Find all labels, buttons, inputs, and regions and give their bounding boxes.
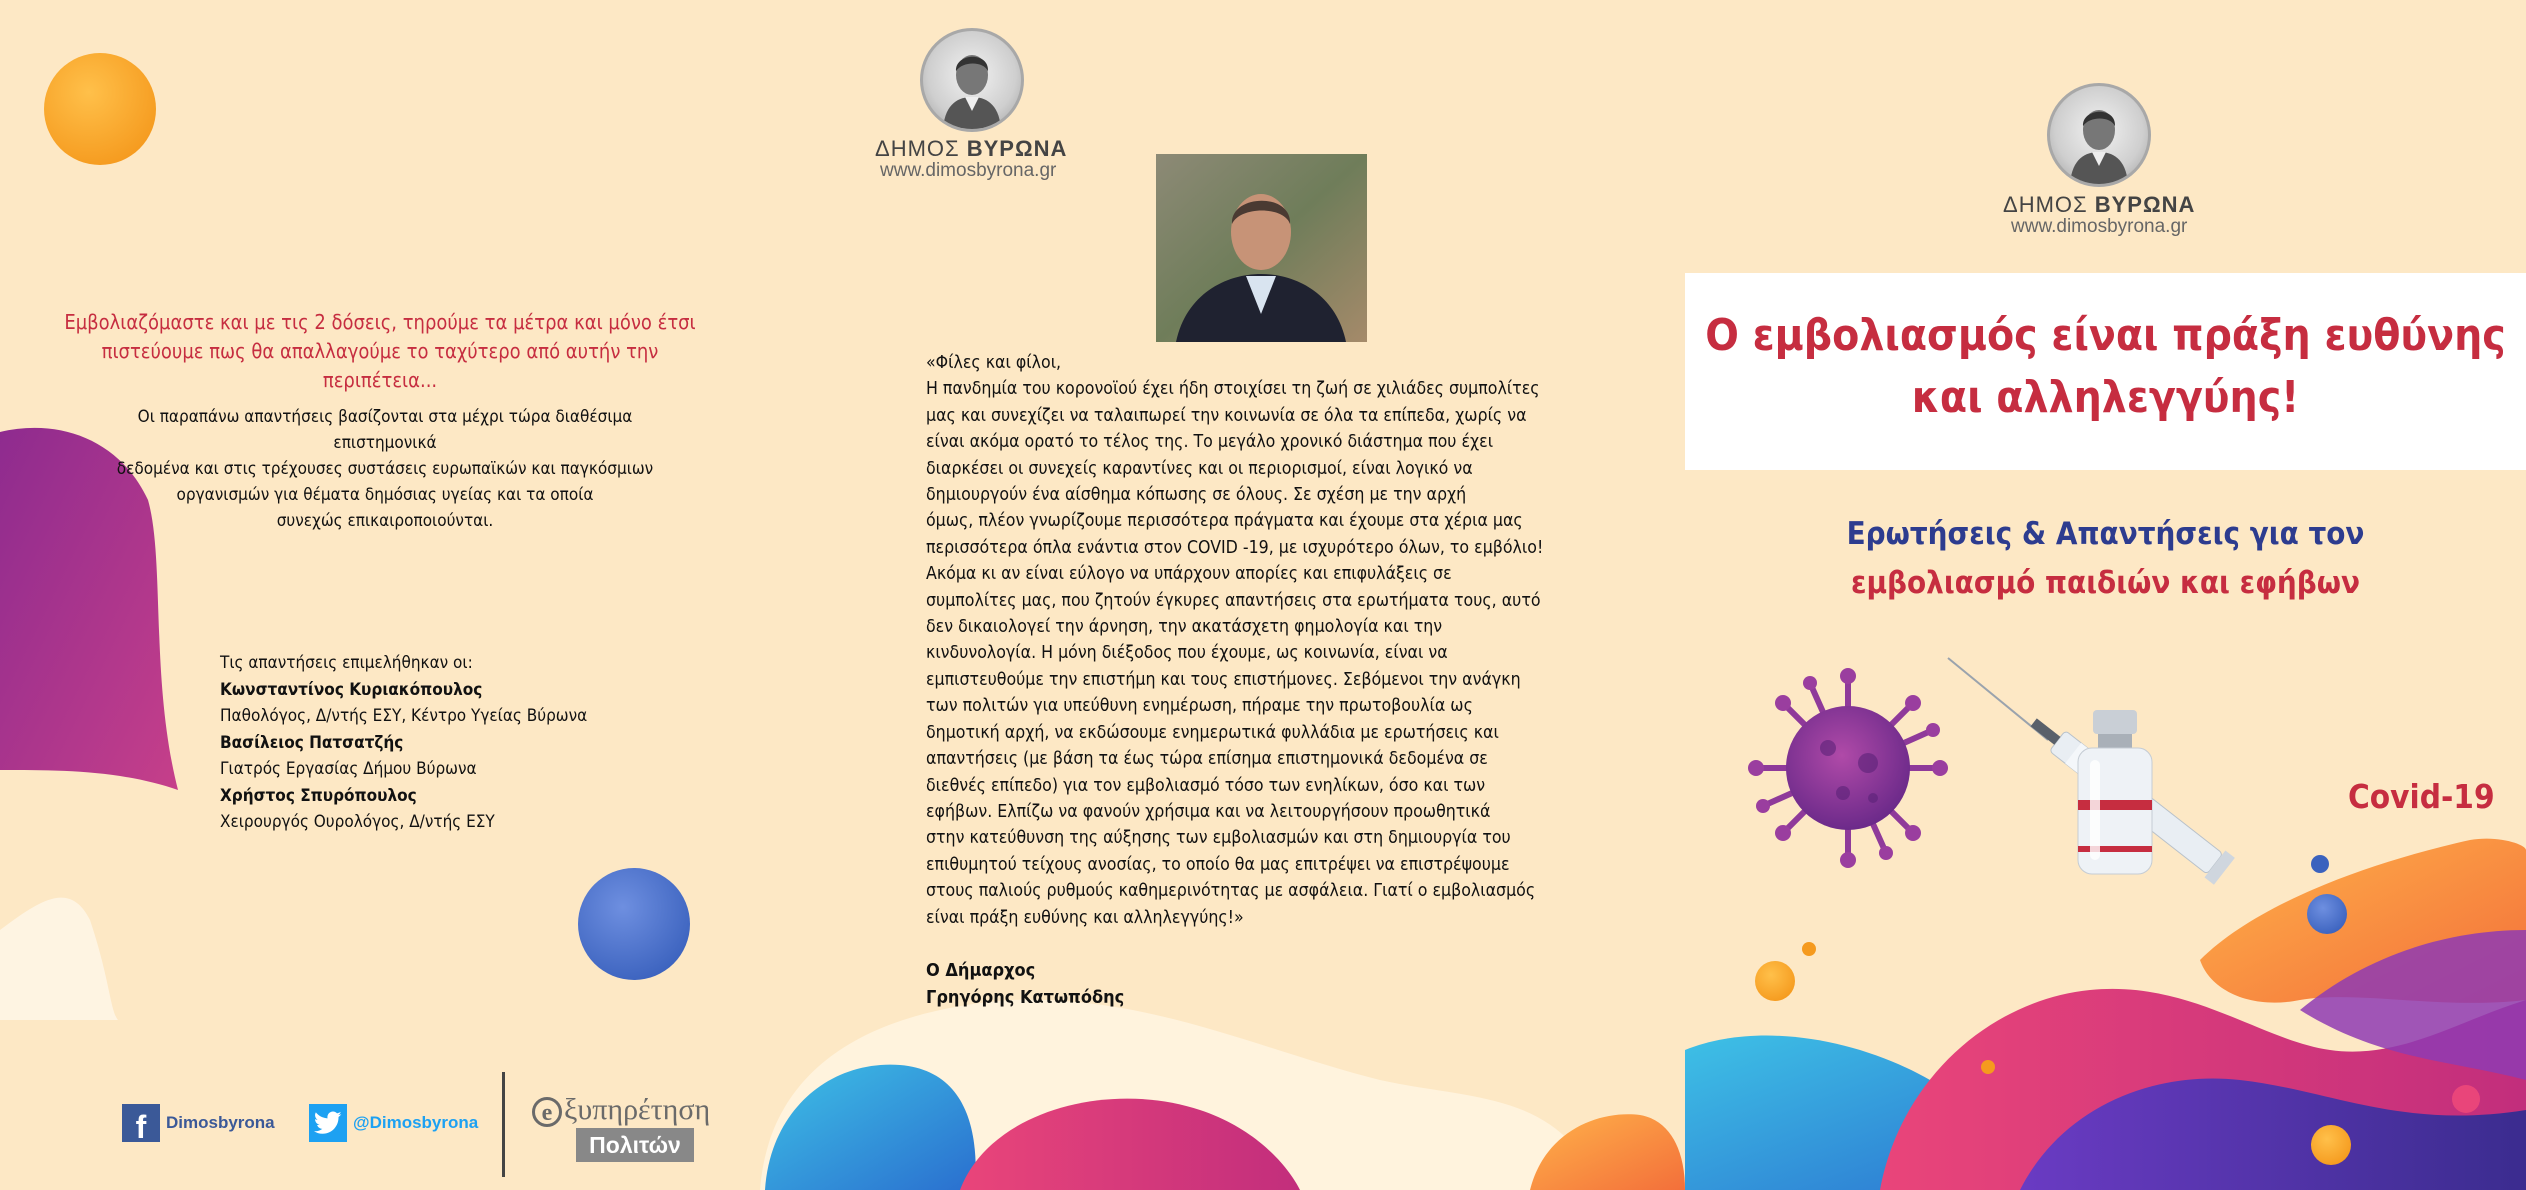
twitter-icon [309, 1104, 347, 1142]
dot-blue-1 [2307, 894, 2347, 934]
headline-red [60, 308, 700, 395]
municipality-logo [920, 28, 1024, 132]
credit-name: Κωνσταντίνος Κυριακόπουλος [220, 679, 483, 700]
disclaimer-note [95, 404, 675, 534]
letter-line: Η πανδημία του κορονοϊού έχει ήδη στοιχίσει τη ζωή σε χιλιάδες συμπολίτες [926, 379, 1540, 400]
service-logo-subtitle: Πολιτών [576, 1128, 694, 1162]
credit-role: Παθολόγος, Δ/ντής ΕΣΥ, Κέντρο Υγείας Βύρωνα [220, 706, 588, 726]
vaccine-syringe-icon [1938, 650, 2268, 890]
letter-line: συμπολίτες μας, που ζητούν έγκυρες απαντήσεις στα ερωτήματα τους, αυτό [926, 590, 1541, 611]
dot-orange-2 [1802, 942, 1816, 956]
headline-line: πιστεύουμε πως θα απαλλαγούμε το ταχύτερο από αυτήν την περιπέτεια... [101, 339, 659, 392]
letter-line: κινδυνολογία. Η μόνη διέξοδος που έχουμε, ως κοινωνία, είναι να [926, 643, 1448, 664]
letter-line: απαντήσεις (με βάση τα έως τώρα επίσημα επιστημονικά δεδομένα σε [926, 749, 1488, 770]
cover-title-line: Ο εμβολιασμός είναι πράξη ευθύνης [1705, 310, 2506, 361]
letter-line: είναι πράξη ευθύνης και αλληλεγγύης!» [926, 907, 1244, 928]
credit-name: Χρήστος Σπυρόπουλος [220, 785, 417, 806]
mayor-letter [926, 350, 1606, 931]
letter-line: διεθνές επίπεδο) για τον εμβολιασμό τόσο των ενηλίκων, όσο και των [926, 775, 1486, 796]
headline-line: Εμβολιαζόμαστε και με τις 2 δόσεις, τηρούμε τα μέτρα και μόνο έτσι [64, 310, 696, 334]
cover-subtitle-line1: Ερωτήσεις & Απαντήσεις για τον [1846, 516, 2365, 552]
logo-name [2003, 192, 2195, 218]
letter-line: «Φίλες και φίλοι, [926, 353, 1062, 373]
logo-url: www.dimosbyrona.gr [2011, 216, 2188, 237]
dot-orange-1 [1755, 961, 1795, 1001]
letter-line: στην κατεύθυνση της αύξησης των εμβολιασμών και στη δημιουργία του [926, 828, 1511, 849]
cover-subtitle-line2: εμβολιασμό παιδιών και εφήβων [1850, 565, 2361, 601]
blue-ball [578, 868, 690, 980]
orange-ball [44, 53, 156, 165]
bottom-swoosh-blue [765, 1065, 976, 1190]
letter-line: δημιουργούν ένα αίσθημα κόπωσης σε όλους. Σε σχέση με την αρχή [926, 485, 1467, 506]
municipality-logo-cover [2047, 83, 2151, 187]
dot-orange-3 [2311, 1125, 2351, 1165]
twitter-link[interactable] [309, 1103, 478, 1143]
letter-line: όμως, πλέον γνωρίζουμε περισσότερα πράγματα και έχουμε στα χέρια μας [926, 511, 1523, 532]
facebook-label: Dimosbyrona [166, 1113, 275, 1132]
bottom-swoosh-orange [1530, 1114, 1685, 1190]
facebook-link[interactable] [122, 1103, 275, 1143]
mayor-photo [1156, 154, 1367, 342]
letter-line: των πολιτών για υπεύθυνη ενημέρωση, πήραμε την πρωτοβουλία ως [926, 696, 1473, 717]
logo-name-bold: ΒΥΡΩΝΑ [2094, 192, 2196, 217]
logo-name-bold: ΒΥΡΩΝΑ [966, 136, 1068, 161]
letter-line: εμπιστευθούμε την επιστήμη και τους επιστήμονες. Σεβόμενοι την ανάγκη [926, 669, 1521, 690]
signature [926, 958, 1124, 1011]
service-logo-title [532, 1093, 710, 1127]
twitter-label: @Dimosbyrona [353, 1113, 479, 1132]
letter-line: διαρκέσει οι συνεχείς καραντίνες και οι περιορισμοί, είναι λογικό να [926, 458, 1473, 479]
credit-name: Βασίλειος Πατσατζής [220, 732, 404, 753]
credits-block [220, 650, 700, 836]
logo-name-regular: ΔΗΜΟΣ [875, 136, 960, 161]
service-e-icon: e [532, 1097, 562, 1127]
service-title: ξυπηρέτηση [564, 1093, 711, 1126]
letter-line: επιθυμητού τείχους ανοσίας, το οποίο θα μας επιτρέψει να επιστρέψουμε [926, 854, 1510, 875]
credits-intro: Τις απαντήσεις επιμελήθηκαν οι: [220, 653, 473, 673]
cover-title-line: και αλληλεγγύης! [1911, 372, 2300, 423]
letter-line: εφήβων. Ελπίζω να φανούν χρήσιμα και να λειτουργήσουν προωθητικά [926, 801, 1491, 822]
signature-name: Γρηγόρης Κατωπόδης [926, 986, 1125, 1008]
cover-title [1685, 305, 2526, 429]
virus-icon [1748, 668, 1948, 868]
signature-title: Ο Δήμαρχος [926, 960, 1036, 981]
credit-role: Χειρουργός Ουρολόγος, Δ/ντής ΕΣΥ [220, 812, 495, 832]
letter-line: δημοτική αρχή, να εκδώσουμε ενημερωτικά φυλλάδια με ερωτήσεις και [926, 722, 1499, 743]
covid-label: Covid-19 [2348, 777, 2495, 816]
letter-line: στους παλιούς ρυθμούς καθημερινότητας με ασφάλεια. Γιατί ο εμβολιασμός [926, 881, 1536, 902]
facebook-icon: f [122, 1104, 160, 1142]
letter-line: μας και συνεχίζει να ταλαιπωρεί την κοινωνία σε όλα τα επίπεδα, χωρίς να [926, 405, 1527, 426]
cover-subtitle [1685, 510, 2526, 608]
note-line: συνεχώς επικαιροποιούνται. [276, 511, 494, 531]
note-line: οργανισμών για θέματα δημόσιας υγείας και τα οποία [176, 485, 594, 505]
letter-line: περισσότερα όπλα ενάντια στον COVID -19, με ισχυρότερο όλων, το εμβόλιο! [926, 537, 1544, 558]
cream-shape [0, 898, 118, 1020]
logo-url: www.dimosbyrona.gr [880, 160, 1057, 181]
note-line: Οι παραπάνω απαντήσεις βασίζονται στα μέχρι τώρα διαθέσιμα επιστημονικά [137, 407, 633, 453]
letter-line: είναι ακόμα ορατό το τέλος της. Το μεγάλο χρονικό διάστημα που έχει [926, 432, 1494, 453]
dot-small [1981, 1060, 1995, 1074]
logo-name [875, 136, 1067, 162]
dot-blue-2 [2311, 855, 2329, 873]
dot-pink [2452, 1085, 2480, 1113]
logo-medal-icon [2047, 83, 2151, 187]
credit-role: Γιατρός Εργασίας Δήμου Βύρωνα [220, 759, 477, 779]
logo-medal-icon [920, 28, 1024, 132]
note-line: δεδομένα και στις τρέχουσες συστάσεις ευρωπαϊκών και παγκόσμιων [116, 459, 654, 479]
letter-line: Ακόμα κι αν είναι εύλογο να υπάρχουν απορίες και επιφυλάξεις σε [926, 564, 1452, 585]
logo-name-regular: ΔΗΜΟΣ [2003, 192, 2088, 217]
letter-line: δεν δικαιολογεί την άρνηση, την ακατάσχετη φημολογία και την [926, 617, 1443, 638]
footer-divider [502, 1072, 505, 1177]
